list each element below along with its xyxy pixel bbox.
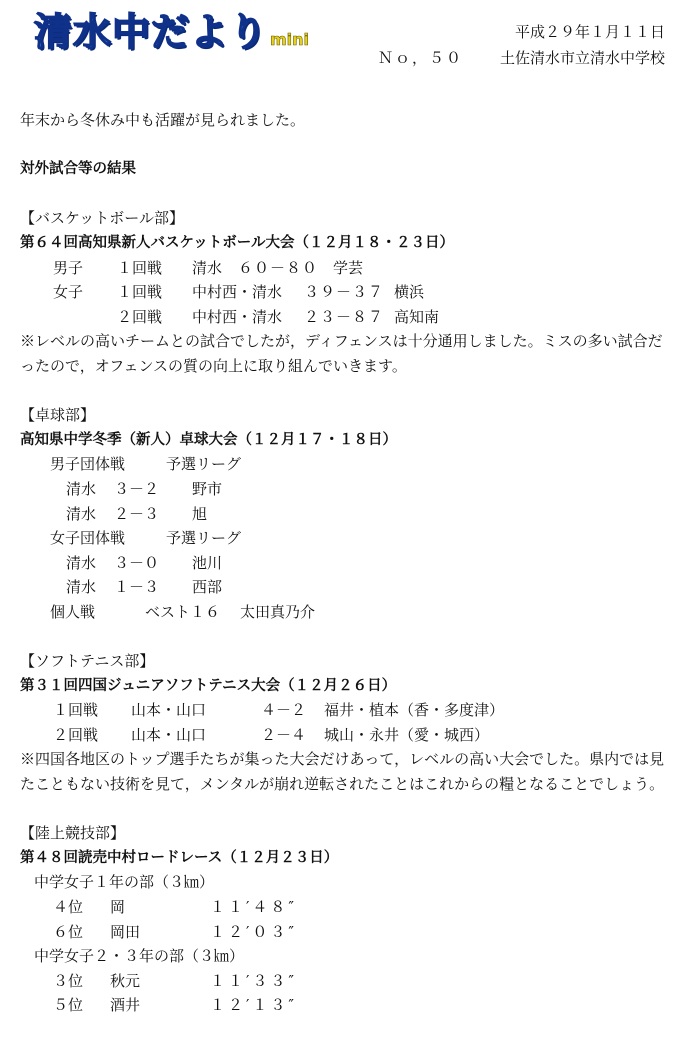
tt-opponent: 西部 [192,578,223,597]
tt-score: １－３ [114,578,160,597]
table-tennis-tournament: 高知県中学冬季（新人）卓球大会（１２月１７・１８日） [20,431,397,448]
intro-text: 年末から冬休み中も活躍が見られました。 [20,111,306,129]
tt-individual-name: 太田真乃介 [240,602,316,621]
st-players: 山本・山口 [131,701,207,720]
tt-girls-heading [20,526,675,551]
basketball-row [20,256,675,281]
newsletter-body [20,108,675,1018]
tt-boys-heading [20,452,675,477]
tt-match [20,502,675,527]
issue-date: 平成２９年１月１１日 [514,23,665,41]
tt-score: ３－２ [114,479,160,498]
bb-team: 清水 [192,258,223,277]
st-opponent: 城山・永井（愛・城西） [324,725,490,744]
tt-individual [20,600,675,625]
results-heading: 対外試合等の結果 [20,161,136,178]
tt-opponent: 野市 [192,479,223,498]
bb-category: 男子 [53,258,84,277]
bb-score: ２３－８７ [304,307,385,326]
track-place: ６位 [53,922,84,941]
st-match [20,698,675,723]
track-division-name: 中学女子２・３年の部（３㎞） [34,947,245,966]
st-opponent: 福井・植本（香・多度津） [324,701,505,720]
tt-match [20,551,675,576]
track-place: ４位 [53,898,84,916]
track-runner: 酒井 [110,996,141,1015]
bb-opponent: 学芸 [333,258,364,277]
bb-category: 女子 [53,283,84,302]
tt-team: 清水 [66,479,97,498]
tt-match [20,477,675,502]
st-score: ２－４ [261,725,307,744]
basketball-tournament: 第６４回高知県新人バスケットボール大会（１２月１８・２３日） [20,234,454,251]
bb-round: １回戦 [117,258,163,277]
school-name: 土佐清水市立清水中学校 [499,49,665,67]
st-round: １回戦 [53,701,99,720]
track-tournament: 第４８回読売中村ロードレース（１２月２３日） [20,849,339,866]
tt-match [20,575,675,600]
tt-score: ３－０ [114,553,160,572]
tt-team: 清水 [66,553,97,572]
track-time: １１′３３″ [210,971,298,990]
track-runner: 岡田 [110,922,141,941]
tt-boys-label: 男子団体戦 [50,455,126,474]
st-players: 山本・山口 [131,725,207,744]
tt-score: ２－３ [114,504,160,523]
masthead-title: 清水中だより [34,10,269,54]
tt-girls-label: 女子団体戦 [50,529,126,548]
bb-round: １回戦 [117,283,163,302]
track-division [20,870,675,895]
st-round: ２回戦 [53,725,99,744]
track-time: １２′１３″ [210,996,298,1015]
track-place: ３位 [53,971,84,990]
bb-team: 中村西・清水 [192,307,283,326]
bb-score: ３９－３７ [304,283,385,302]
table-tennis-club-heading: 【卓球部】 [20,406,96,425]
bb-team: 中村西・清水 [192,283,283,302]
tt-individual-result: ベスト１６ [145,602,221,621]
bb-score: ６０－８０ [238,258,319,277]
basketball-row [20,305,675,330]
track-time: １１′４８″ [210,898,298,916]
track-division-name: 中学女子１年の部（３㎞） [34,873,215,892]
track-runner: 秋元 [110,971,141,990]
issue-number: Ｎｏ，５０ [378,49,464,67]
soft-tennis-tournament: 第３１回四国ジュニアソフトテニス大会（１２月２６日） [20,677,397,694]
bb-round: ２回戦 [117,307,163,326]
tt-team: 清水 [66,504,97,523]
track-place: ５位 [53,996,84,1015]
basketball-comment: ※レベルの高いチームとの試合でしたが，ディフェンスは十分通用しました。ミスの多い試合だったので，オフェンスの質の向上に取り組んでいきます。 [20,332,663,375]
track-result [20,969,675,994]
tt-individual-label: 個人戦 [50,602,96,621]
track-result [20,920,675,945]
st-match [20,723,675,748]
track-club-heading: 【陸上競技部】 [20,824,126,843]
basketball-club-heading: 【バスケットボール部】 [20,209,184,228]
bb-opponent: 高知南 [394,307,440,326]
bb-opponent: 横浜 [394,283,425,302]
track-result [20,895,675,920]
track-runner: 岡 [110,898,126,916]
st-score: ４－２ [261,701,307,720]
track-division [20,944,675,969]
tt-opponent: 池川 [192,553,223,572]
soft-tennis-comment: ※四国各地区のトップ選手たちが集った大会だけあって，レベルの高い大会でした。県内では見たこともない技術を見て，メンタルが崩れ逆転されたことはこれからの糧となることでしょう。 [20,750,665,794]
basketball-row [20,280,675,305]
track-result [20,993,675,1018]
tt-girls-stage: 予選リーグ [166,529,242,548]
soft-tennis-club-heading: 【ソフトテニス部】 [20,652,155,671]
track-time: １２′０３″ [210,922,298,941]
tt-team: 清水 [66,578,97,597]
tt-boys-stage: 予選リーグ [166,455,242,474]
masthead-subtitle: mini [270,30,310,49]
tt-opponent: 旭 [192,504,208,523]
